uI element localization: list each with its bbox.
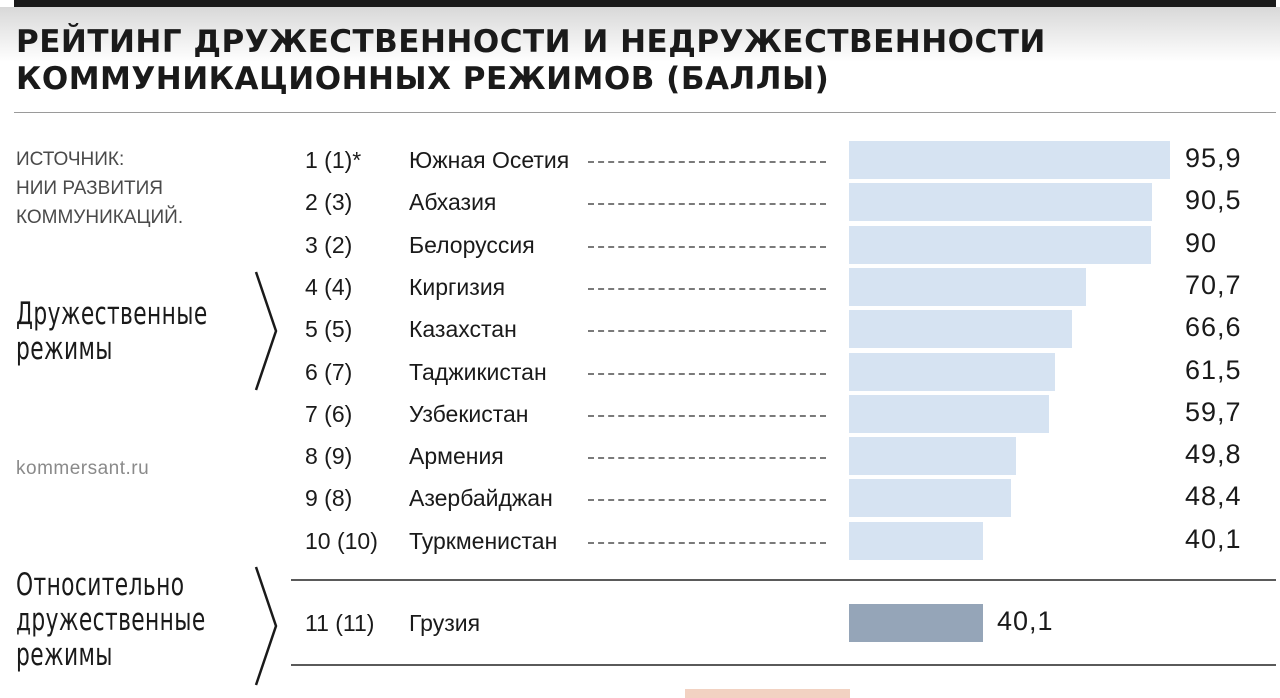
rank-label: 8 (9) [305, 443, 353, 470]
group-label-relatively-line-1: Относительно [16, 567, 185, 603]
group-label-friendly-line-1: Дружественные [16, 296, 208, 332]
chart-title [16, 24, 1046, 98]
value-label: 40,1 [997, 606, 1054, 636]
rank-label: 5 (5) [305, 316, 353, 343]
bar [849, 437, 1016, 475]
chevron-right-icon [250, 565, 280, 687]
title-line-1: РЕЙТИНГ ДРУЖЕСТВЕННОСТИ И НЕДРУЖЕСТВЕННОСТИ [16, 24, 1046, 60]
dotted-leader [588, 246, 826, 248]
country-label: Узбекистан [409, 400, 529, 427]
source-note [16, 145, 183, 232]
value-label: 48,4 [1185, 481, 1242, 512]
bottom-divider [291, 664, 1276, 666]
group-label-friendly-line-2: режимы [16, 331, 113, 367]
country-label: Южная Осетия [409, 147, 570, 173]
country-label: Таджикистан [409, 358, 547, 385]
bar [849, 141, 1170, 179]
value-label: 40,1 [1185, 523, 1242, 554]
rank-label: 4 (4) [305, 273, 353, 300]
chevron-right-icon [250, 270, 280, 392]
country-label: Армения [409, 443, 504, 470]
country-label: Абхазия [409, 189, 497, 216]
rank-label: 9 (8) [305, 485, 353, 512]
country-label: Туркменистан [409, 527, 558, 554]
group-label-relatively-line-2: дружественные [16, 602, 206, 638]
bar [849, 604, 983, 642]
value-label: 59,7 [1185, 396, 1242, 427]
value-label: 61,5 [1185, 354, 1242, 385]
rank-label: 7 (6) [305, 400, 353, 427]
bar [849, 522, 983, 560]
dotted-leader [588, 288, 826, 290]
dotted-leader [588, 542, 826, 544]
dotted-leader [588, 457, 826, 459]
rank-label: 1 (1)* [305, 147, 362, 173]
top-border [14, 0, 1276, 7]
bar [849, 268, 1086, 306]
value-label: 49,8 [1185, 439, 1242, 470]
bar [849, 479, 1011, 517]
value-label: 90,5 [1185, 185, 1242, 216]
country-label: Белоруссия [409, 231, 535, 258]
rank-label: 3 (2) [305, 231, 353, 258]
bar [849, 183, 1152, 221]
dotted-leader [588, 373, 826, 375]
country-label: Киргизия [409, 273, 506, 300]
source-line-3: КОММУНИКАЦИЙ. [16, 207, 184, 228]
value-label: 90 [1185, 227, 1218, 258]
bar [849, 310, 1072, 348]
source-line-2: НИИ РАЗВИТИЯ [16, 178, 163, 199]
dotted-leader [588, 330, 826, 332]
title-divider [14, 112, 1276, 113]
dotted-leader [588, 499, 826, 501]
value-label: 70,7 [1185, 269, 1242, 300]
rank-label: 2 (3) [305, 189, 353, 216]
bar [849, 353, 1055, 391]
group-divider [291, 579, 1276, 581]
value-label: 66,6 [1185, 312, 1242, 343]
dotted-leader [588, 415, 826, 417]
dotted-leader [588, 203, 826, 205]
source-line-1: ИСТОЧНИК: [16, 149, 125, 170]
group-label-friendly [16, 297, 208, 367]
country-label: Казахстан [409, 316, 517, 343]
country-label: Азербайджан [409, 485, 553, 512]
group-label-relatively-line-3: режимы [16, 637, 113, 673]
bar [849, 395, 1049, 433]
title-line-2: КОММУНИКАЦИОННЫХ РЕЖИМОВ (БАЛЛЫ) [16, 61, 830, 97]
rank-label: 11 (11) [305, 610, 375, 636]
value-label: 95,9 [1185, 143, 1242, 173]
rank-label: 6 (7) [305, 358, 353, 385]
group-label-relatively-friendly [16, 568, 206, 673]
country-label: Грузия [409, 610, 481, 636]
bottom-tab [685, 689, 850, 698]
dotted-leader [588, 161, 826, 163]
rank-label: 10 (10) [305, 527, 378, 554]
bar [849, 226, 1151, 264]
source-site: kommersant.ru [16, 458, 150, 479]
